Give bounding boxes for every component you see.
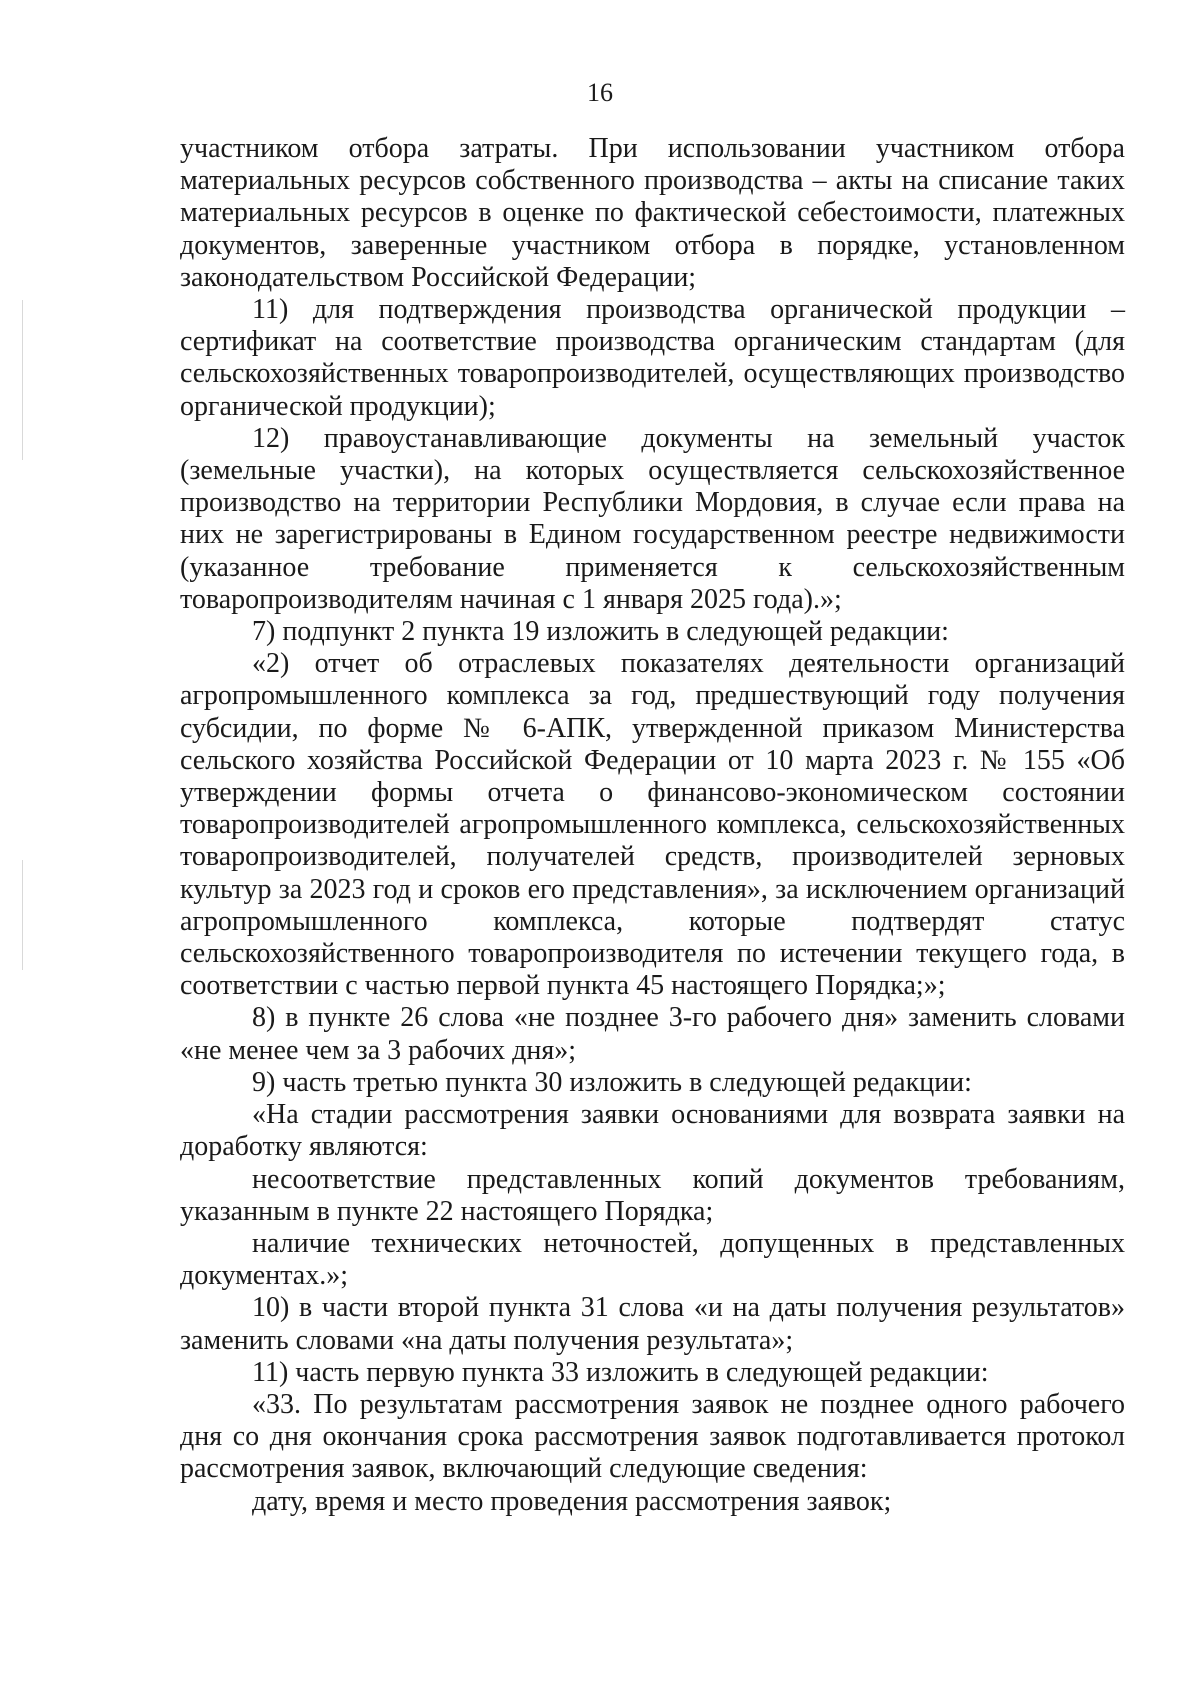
scan-margin-mark: [22, 860, 23, 970]
page-number: 16: [587, 78, 613, 107]
paragraph-item-12: 12) правоустанавливающие документы на земельный участок (земельные участки), на которых осуществляется сельскохозяйственное производство на территории Республики Мордовия, в случае если права на них не зарегистрированы в Едином государственном реестре недвижимости (указанное требование применяется к сельскохозяйственным товаропроизводителям начиная с 1 января 2025 года).»;: [180, 422, 1125, 615]
paragraph-quoted-return-grounds: «На стадии рассмотрения заявки основаниями для возврата заявки на доработку являются:: [180, 1099, 1125, 1163]
paragraph-quoted-item-33: «33. По результатам рассмотрения заявок не позднее одного рабочего дня со дня окончания срока рассмотрения заявок подготавливается протокол рассмотрения заявок, включающий следующие сведения:: [180, 1388, 1125, 1485]
paragraph-amendment-8: 8) в пункте 26 слова «не позднее 3-го рабочего дня» заменить словами «не менее чем за 3 рабочих дня»;: [180, 1002, 1125, 1066]
document-body: [180, 133, 1125, 1518]
paragraph-continuation: участником отбора затраты. При использовании участником отбора материальных ресурсов собственного производства – акты на списание таких материальных ресурсов в оценке по фактической себестоимости, платежных документов, заверенные участником отбора в порядке, установленном законодательством Российской Федерации;: [180, 133, 1125, 293]
paragraph-protocol-date-time: дату, время и место проведения рассмотрения заявок;: [252, 1485, 892, 1517]
scan-margin-mark: [22, 300, 23, 460]
paragraph-quoted-subitem-2: «2) отчет об отраслевых показателях деятельности организаций агропромышленного комплекса за год, предшествующий году получения субсидии, по форме № 6-АПК, утвержденной приказом Министерства сельского хозяйства Российской Федерации от 10 марта 2023 г. № 155 «Об утверждении формы отчета о финансово-экономическом состоянии товаропроизводителей агропромышленного комплекса, сельскохозяйственных товаропроизводителей, получателей средств, производителей зерновых культур за 2023 год и сроков его представления», за исключением организаций агропромышленного комплекса, которые подтвердят статус сельскохозяйственного товаропроизводителя по истечении текущего года, в соответствии с частью первой пункта 45 настоящего Порядка;»;: [180, 648, 1125, 1002]
paragraph-ground-mismatch: несоответствие представленных копий документов требованиям, указанным в пункте 22 настоящего Порядка;: [180, 1163, 1125, 1227]
paragraph-amendment-9: 9) часть третью пункта 30 изложить в следующей редакции:: [252, 1066, 972, 1098]
paragraph-amendment-10: 10) в части второй пункта 31 слова «и на даты получения результатов» заменить словами «на даты получения результата»;: [180, 1292, 1125, 1356]
paragraph-item-11: 11) для подтверждения производства органической продукции – сертификат на соответствие производства органическим стандартам (для сельскохозяйственных товаропроизводителей, осуществляющих производство органической продукции);: [180, 294, 1125, 422]
paragraph-amendment-7: 7) подпункт 2 пункта 19 изложить в следующей редакции:: [252, 616, 949, 648]
paragraph-ground-inaccuracies: наличие технических неточностей, допущенных в представленных документах.»;: [180, 1227, 1125, 1292]
paragraph-amendment-11: 11) часть первую пункта 33 изложить в следующей редакции:: [252, 1356, 989, 1388]
